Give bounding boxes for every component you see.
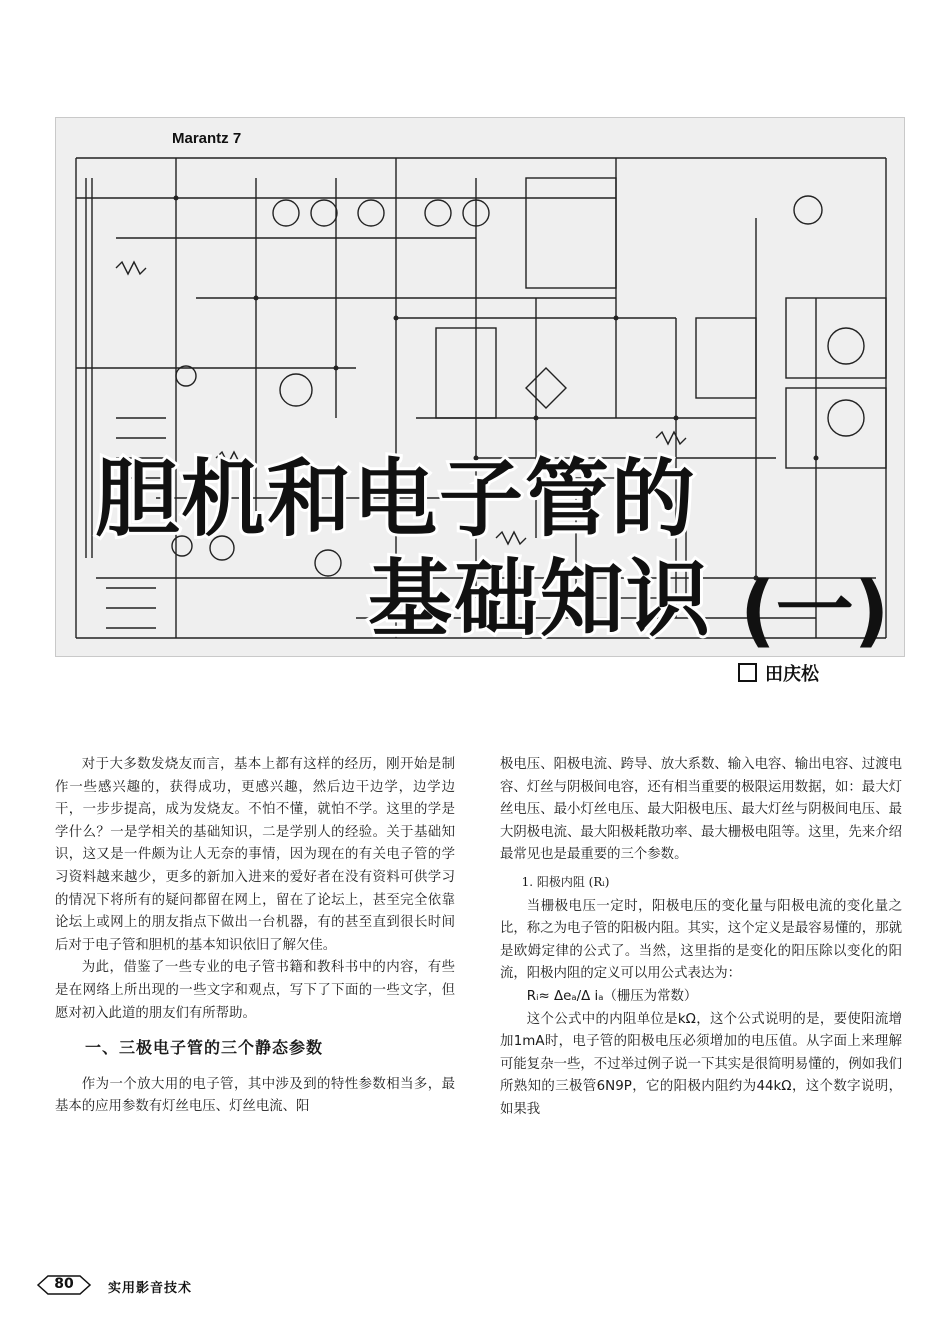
paragraph: 这个公式中的内阻单位是kΩ，这个公式说明的是，要使阳流增加1mA时，电子管的阳极电压必须增加的电压值。从字面上来理解可能复杂一些，不过举过例子说一下其实是很简明易懂的，例如我们所熟知的三极管6N9P，它的阳极内阻约为44kΩ，这个数字说明，如果我	[500, 1011, 902, 1117]
paragraph: 为此，借鉴了一些专业的电子管书籍和教科书中的内容，有些是在网络上所出现的一些文字和观点，写下了下面的一些文字，但愿对初入此道的朋友们有所帮助。	[55, 960, 455, 1021]
paragraph: 对于大多数发烧友而言，基本上都有这样的经历，刚开始是制作一些感兴趣的，获得成功，更感兴趣，然后边干边学，边学边干，一步步提高，成为发烧友。不怕不懂，就怕不学。这里的学是学什么？一是学相关的基础知识，二是学别人的经验。关于基础知识，这又是一件颇为让人无奈的事情，因为现在的有关电子管的学习资料越来越少，更多的新加入进来的爱好者在没有资料可供学习的情况下将所有的疑问都留在网上，留在了论坛上，甚至完全依靠论坛上或网上的朋友指点下做出一台机器，有的甚至直到很长时间后对于电子管和胆机的基本知识依旧了解欠佳。	[55, 757, 455, 953]
page-number-badge	[36, 1274, 92, 1296]
paragraph: 当栅极电压一定时，阳极电压的变化量与阳极电流的变化量之比，称之为电子管的阳极内阻。其实，这个定义是最容易懂的，那就是欧姆定律的公式了。当然，这里指的是变化的阳压除以变化的阳流，阳极内阻的定义可以用公式表达为：	[500, 898, 902, 982]
subsection-heading: 1. 阳极内阻 (Rᵢ)	[521, 874, 610, 889]
page-number: 80	[54, 1276, 74, 1292]
left-column	[55, 754, 455, 1119]
article-title-line-2: 基础知识	[368, 550, 713, 648]
formula: Rᵢ≈ Δeₐ/Δ iₐ（栅压为常数）	[526, 988, 698, 1004]
journal-name: 实用影音技术	[108, 1281, 193, 1296]
article-title-part: (一)	[740, 566, 890, 656]
paragraph: 极电压、阳极电流、跨导、放大系数、输入电容、输出电容、过渡电容、灯丝与阴极间电容，还有相当重要的极限运用数据，如：最大灯丝电压、最小灯丝电压、最大阳极电压、最大灯丝与阴极间电压、最大阴极电流、最大阳极耗散功率、最大栅极电阻等。这里，先来介绍最常见也是最重要的三个参数。	[500, 757, 902, 863]
author-box-icon	[738, 663, 757, 682]
right-column	[500, 754, 902, 1122]
author-name: 田庆松	[765, 664, 819, 685]
author-line	[738, 660, 819, 686]
section-heading: 一、三极电子管的三个静态参数	[85, 1038, 324, 1058]
article-title-line-1: 胆机和电子管的	[95, 450, 698, 548]
schematic-label: Marantz 7	[172, 130, 242, 147]
paragraph: 作为一个放大用的电子管，其中涉及到的特性参数相当多，最基本的应用参数有灯丝电压、灯丝电流、阳	[55, 1076, 455, 1115]
